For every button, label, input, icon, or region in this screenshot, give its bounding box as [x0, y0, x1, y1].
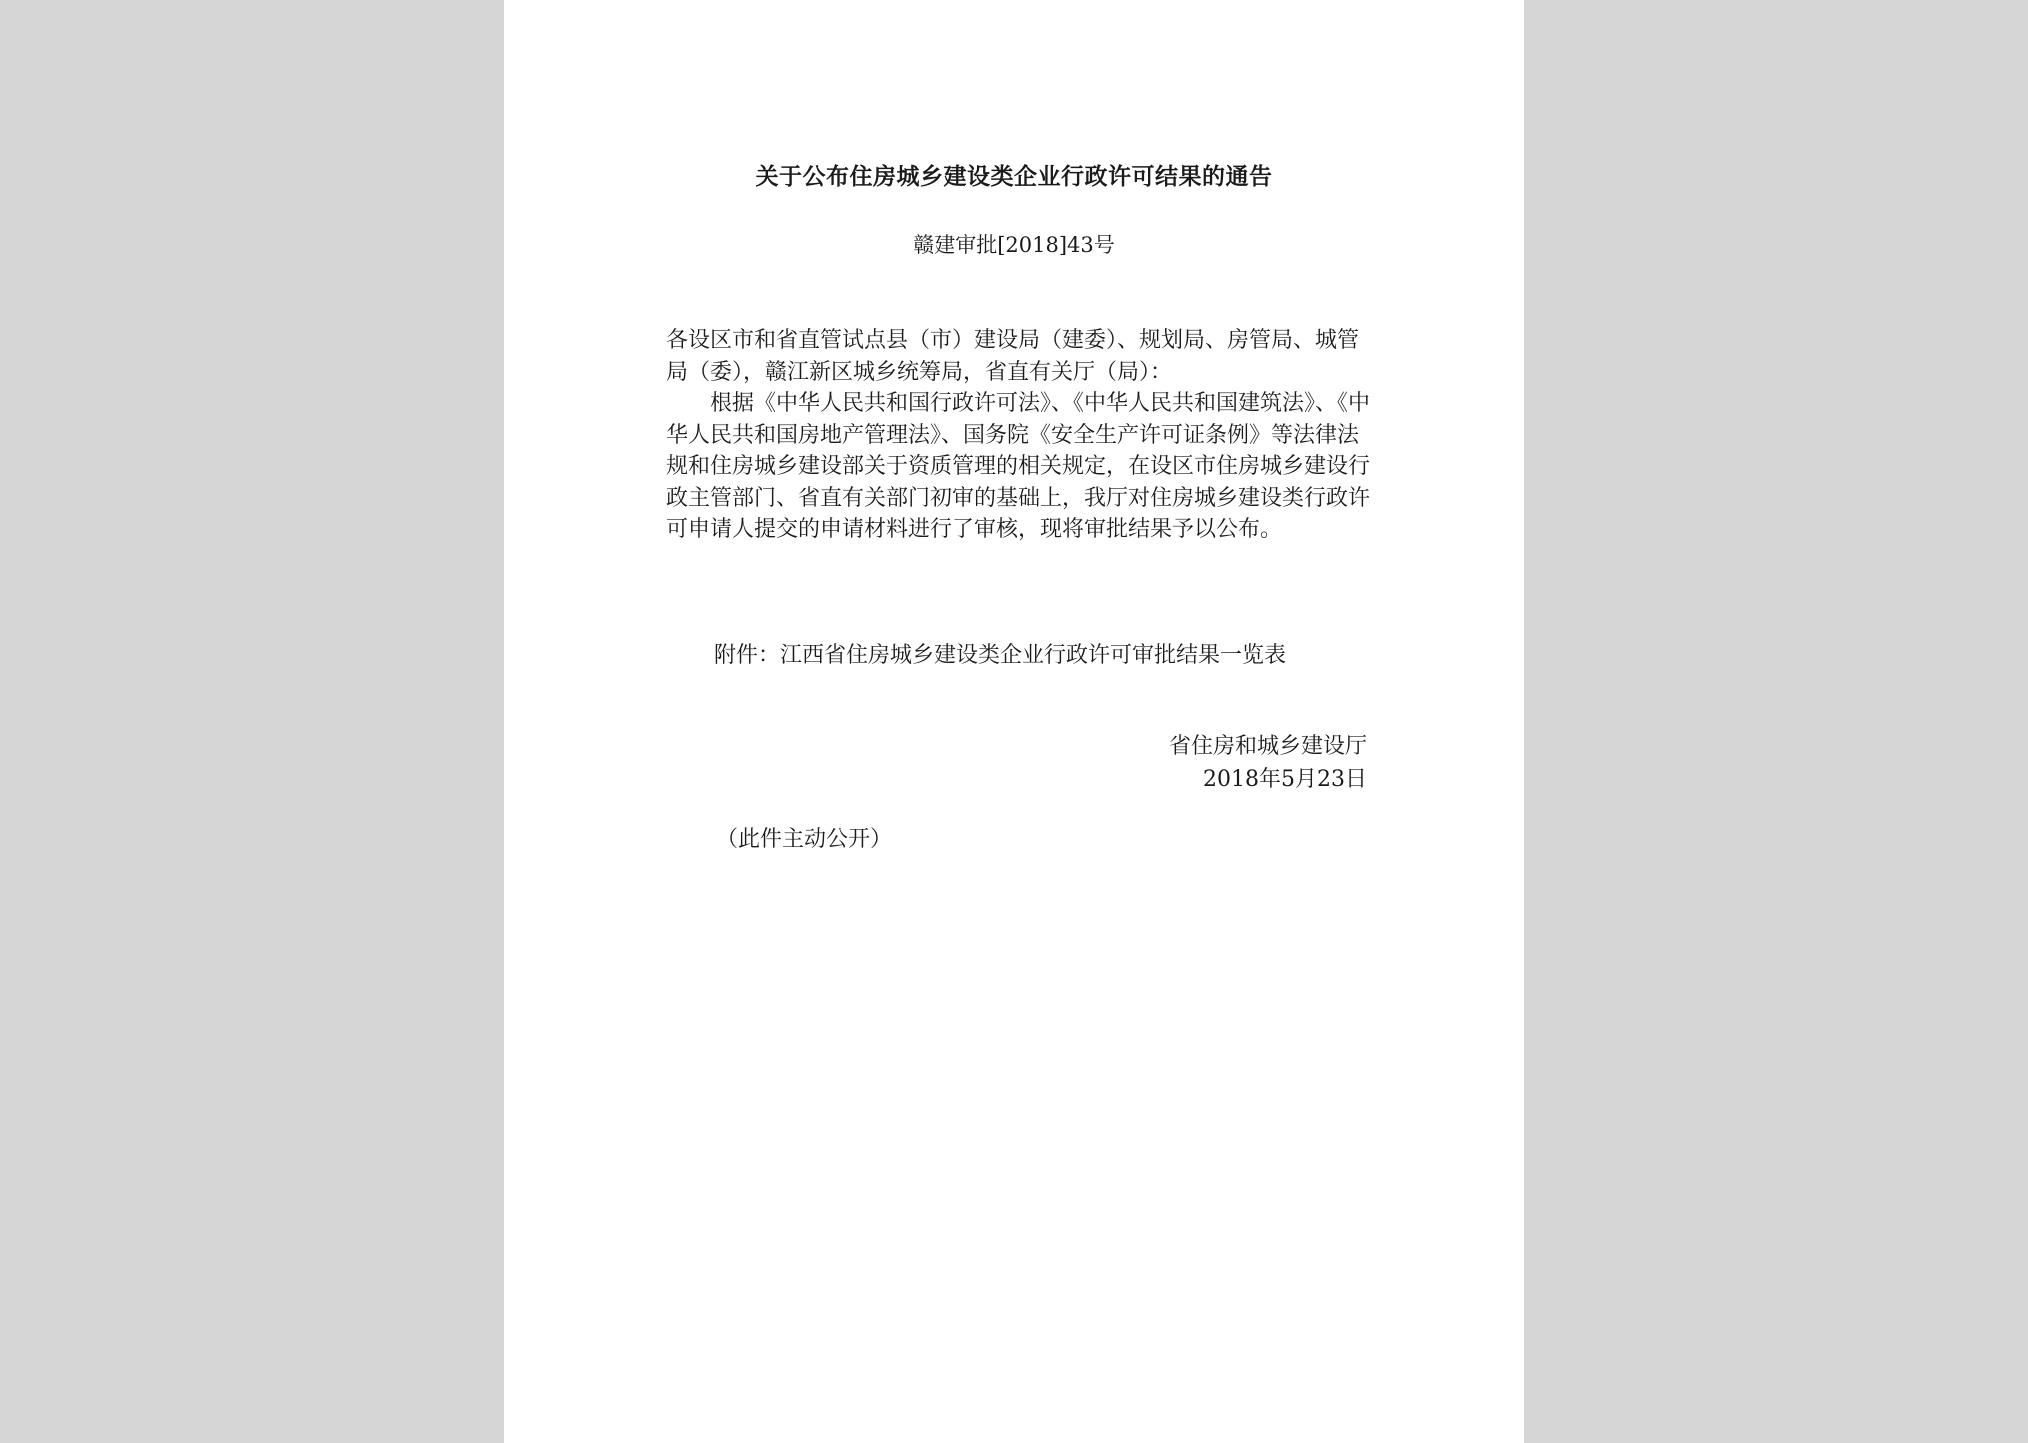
addressee-paragraph: 各设区市和省直管试点县（市）建设局（建委）、规划局、房管局、城管局（委），赣江新区城乡统筹局，省直有关厅（局）： [666, 328, 1360, 385]
main-paragraph: 根据《中华人民共和国行政许可法》、《中华人民共和国建筑法》、《中华人民共和国房地产管理法》、国务院《安全生产许可证条例》等法律法规和住房城乡建设部关于资质管理的相关规定，在设区市住房城乡建设行政主管部门、省直有关部门初审的基础上，我厅对住房城乡建设类行政许可申请人提交的申请材料进行了审核，现将审批结果予以公布。 [666, 391, 1371, 542]
document-body [666, 325, 1371, 546]
public-note: （此件主动公开） [716, 827, 893, 852]
document-title: 关于公布住房城乡建设类企业行政许可结果的通告 [755, 164, 1273, 190]
issuer-name: 省住房和城乡建设厅 [1168, 734, 1367, 759]
document-number: 赣建审批[2018]43号 [913, 233, 1115, 257]
document-page [504, 0, 1524, 1443]
attachment-line: 附件：江西省住房城乡建设类企业行政许可审批结果一览表 [714, 643, 1287, 668]
issue-date: 2018年5月23日 [1203, 767, 1367, 792]
signature-block [1169, 730, 1367, 796]
